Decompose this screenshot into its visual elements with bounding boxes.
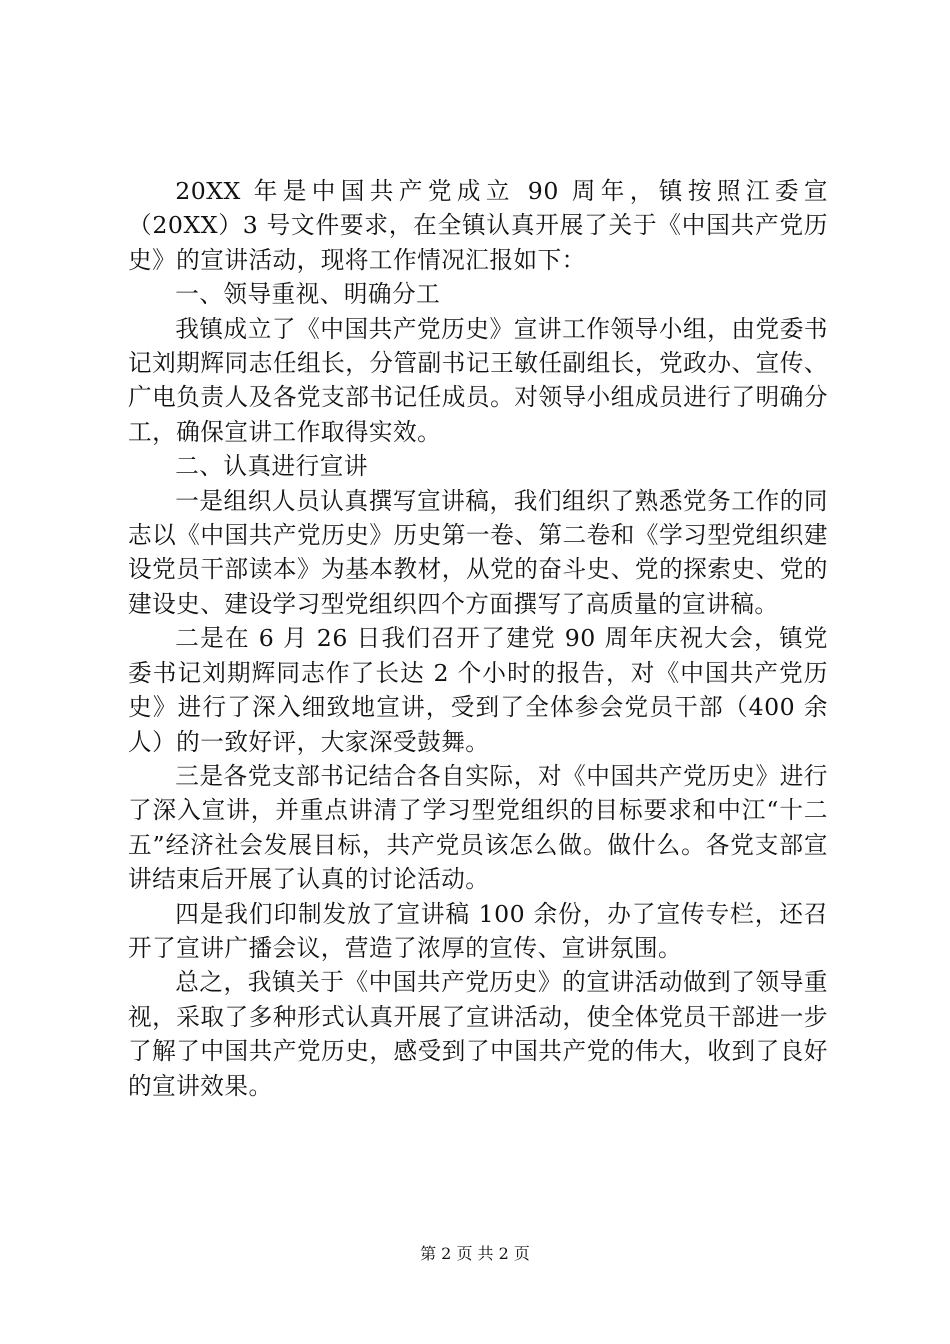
document-body xyxy=(128,174,828,1103)
section-heading-2: 二、认真进行宣讲 xyxy=(175,452,368,481)
section-heading-1: 一、领导重视、明确分工 xyxy=(175,280,441,309)
point-3-paragraph: 三是各党支部书记结合各自实际，对《中国共产党历史》进行了深入宣讲，并重点讲清了学习型党组织的目标要求和中江“十二五”经济社会发展目标，共产党员该怎么做。做什么。各党支部宣讲结束后开展了认真的讨论活动。 xyxy=(128,761,828,894)
section-1-paragraph: 我镇成立了《中国共产党历史》宣讲工作领导小组，由党委书记刘期辉同志任组长，分管副书记王敏任副组长，党政办、宣传、广电负责人及各党支部书记任成员。对领导小组成员进行了明确分工，确保宣讲工作取得实效。 xyxy=(128,314,828,446)
intro-paragraph: 20XX 年是中国共产党成立 90 周年，镇按照江委宣（20XX）3 号文件要求，在全镇认真开展了关于《中国共产党历史》的宣讲活动，现将工作情况汇报如下： xyxy=(128,177,828,274)
page-number-footer: 第 2 页 共 2 页 xyxy=(420,1244,530,1263)
point-1-paragraph: 一是组织人员认真撰写宣讲稿，我们组织了熟悉党务工作的同志以《中国共产党历史》历史第一卷、第二卷和《学习型党组织建设党员干部读本》为基本教材，从党的奋斗史、党的探索史、党的建设史、建设学习型党组织四个方面撰写了高质量的宣讲稿。 xyxy=(128,486,828,618)
conclusion-paragraph: 总之，我镇关于《中国共产党历史》的宣讲活动做到了领导重视，采取了多种形式认真开展了宣讲活动，使全体党员干部进一步了解了中国共产党历史，感受到了中国共产党的伟大，收到了良好的宣讲效果。 xyxy=(128,968,828,1100)
point-4-paragraph: 四是我们印制发放了宣讲稿 100 余份，办了宣传专栏，还召开了宣讲广播会议，营造了浓厚的宣传、宣讲氛围。 xyxy=(128,899,828,962)
point-2-paragraph: 二是在 6 月 26 日我们召开了建党 90 周年庆祝大会，镇党委书记刘期辉同志作了长达 2 个小时的报告，对《中国共产党历史》进行了深入细致地宣讲，受到了全体参会党员干部（400 余人）的一致好评，大家深受鼓舞。 xyxy=(128,624,828,756)
